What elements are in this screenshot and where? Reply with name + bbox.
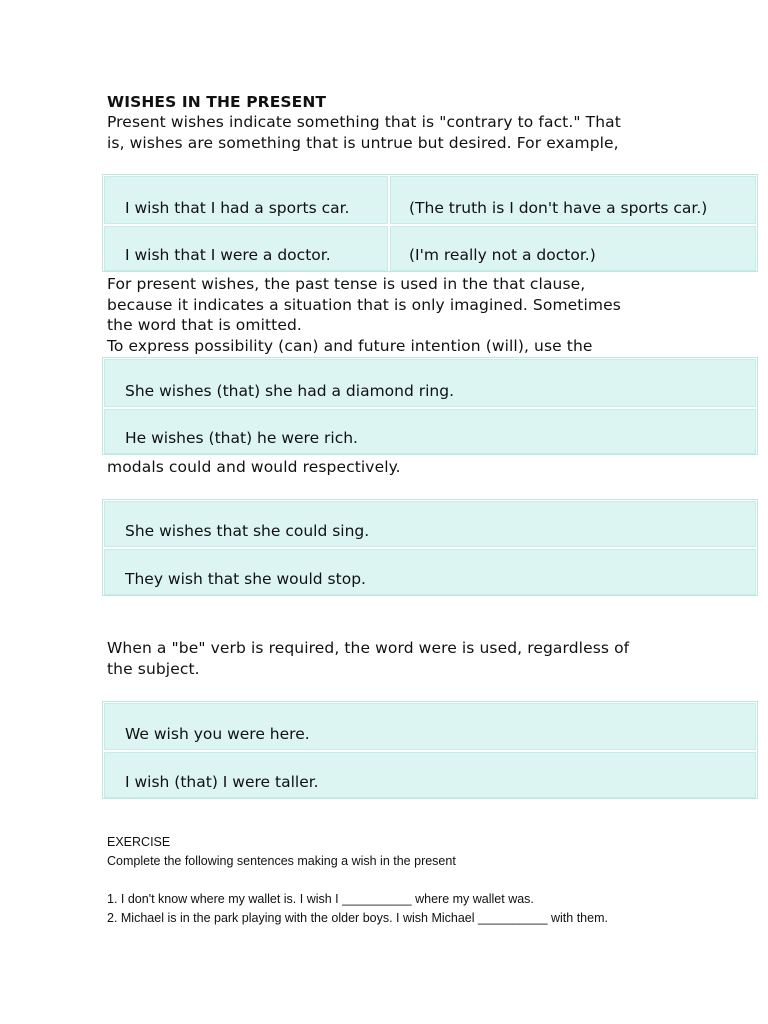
intro-line: is, wishes are something that is untrue but desired. For example, [107, 133, 619, 152]
example-table-4 [102, 701, 758, 799]
table-row [104, 226, 756, 271]
paragraph-line: the word that is omitted. [107, 316, 302, 334]
modals-paragraph: modals could and would respectively. [107, 458, 401, 476]
table-row [104, 176, 756, 224]
table-cell: She wishes that she could sing. [104, 501, 756, 547]
exercise-item-1: 1. I don't know where my wallet is. I wish I __________ where my wallet was. [107, 892, 534, 906]
table-cell: I wish (that) I were taller. [104, 752, 756, 798]
paragraph-line: For present wishes, the past tense is used in the that clause, [107, 275, 586, 293]
example-table-3 [102, 499, 758, 596]
table-row [104, 501, 756, 547]
table-cell: He wishes (that) he were rich. [104, 409, 756, 454]
table-cell: I wish that I were a doctor. [104, 226, 388, 271]
table-cell: I wish that I had a sports car. [104, 176, 388, 224]
table-cell: (The truth is I don't have a sports car.) [390, 176, 756, 224]
paragraph-line: the subject. [107, 659, 200, 678]
intro-paragraph [107, 112, 707, 153]
table-row [104, 359, 756, 407]
table-row [104, 409, 756, 454]
paragraph-line: because it indicates a situation that is only imagined. Sometimes [107, 295, 621, 314]
page-title: WISHES IN THE PRESENT [107, 93, 327, 111]
table-cell: She wishes (that) she had a diamond ring. [104, 359, 756, 407]
paragraph-line: When a "be" verb is required, the word were is used, regardless of [107, 639, 630, 657]
table-row [104, 703, 756, 750]
table-cell: (I'm really not a doctor.) [390, 226, 756, 271]
table-cell: We wish you were here. [104, 703, 756, 750]
table-row [104, 549, 756, 595]
table-row [104, 752, 756, 798]
exercise-instruction: Complete the following sentences making a wish in the present [107, 854, 456, 868]
paragraph-line: To express possibility (can) and future intention (will), use the [107, 336, 593, 355]
be-verb-paragraph [107, 638, 707, 679]
intro-line: Present wishes indicate something that is "contrary to fact." That [107, 113, 621, 131]
exercise-label: EXERCISE [107, 835, 171, 849]
table-cell: They wish that she would stop. [104, 549, 756, 595]
explanation-paragraph [107, 274, 707, 356]
exercise-item-2: 2. Michael is in the park playing with the older boys. I wish Michael __________ with them. [107, 911, 608, 925]
example-table-2 [102, 357, 758, 455]
example-table-1 [102, 174, 758, 272]
